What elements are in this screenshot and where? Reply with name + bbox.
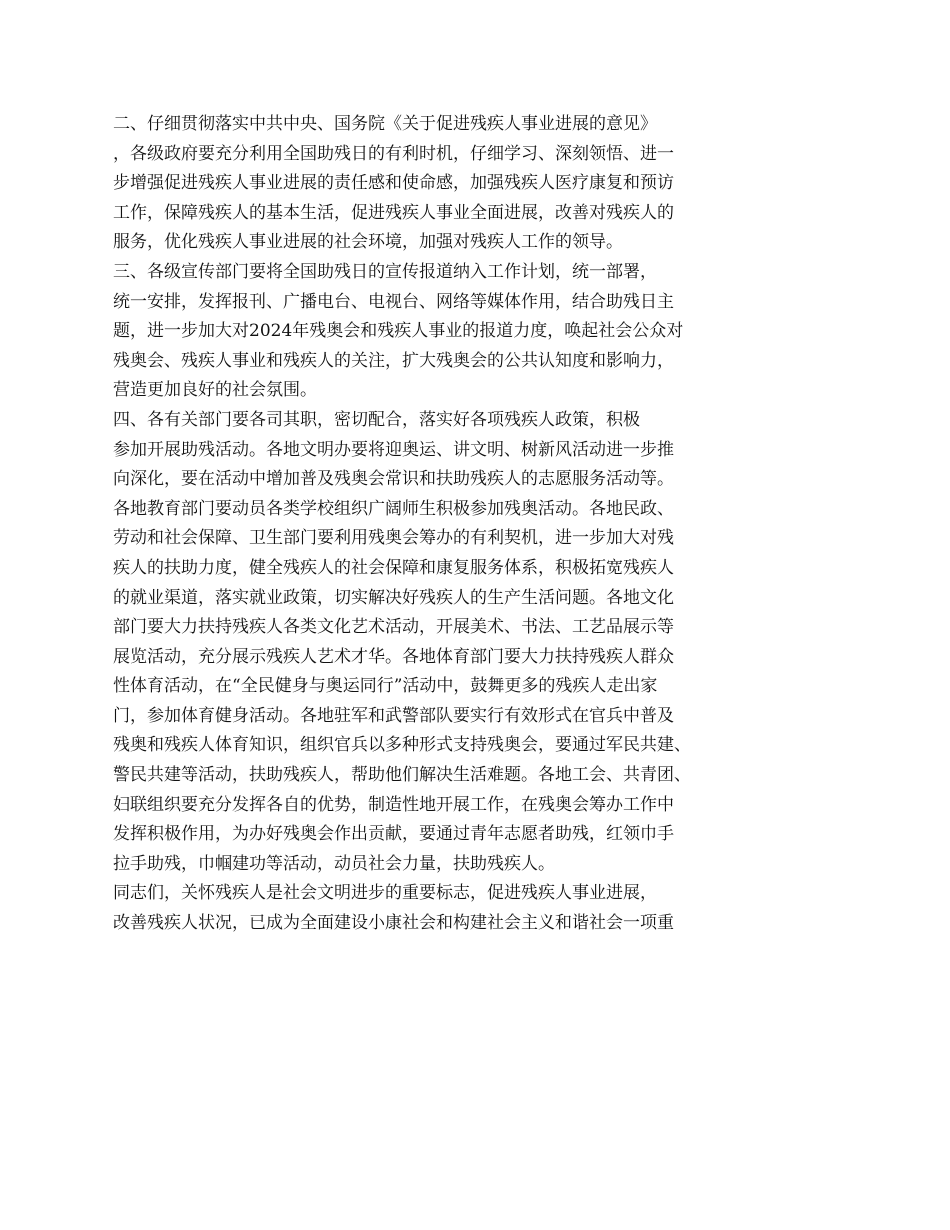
text-line: 拉手助残，巾帼建功等活动，动员社会力量，扶助残疾人。 <box>113 853 555 874</box>
text-line: 的就业渠道，落实就业政策，切实解决好残疾人的生产生活问题。各地文化 <box>113 587 674 608</box>
text-line: 警民共建等活动，扶助残疾人，帮助他们解决生活难题。各地工会、共青团、 <box>113 765 691 786</box>
text-line: 展览活动，充分展示残疾人艺术才华。各地体育部门要大力扶持残疾人群众 <box>113 646 674 667</box>
text-line: 残奥和残疾人体育知识，组织官兵以多种形式支持残奥会，要通过军民共建、 <box>113 735 691 756</box>
text-line: 部门要大力扶持残疾人各类文化艺术活动，开展美术、书法、工艺品展示等 <box>113 617 674 638</box>
text-line: 题，进一步加大对2024年残奥会和残疾人事业的报道力度，唤起社会公众对 <box>113 321 684 342</box>
text-line: 残奥会、残疾人事业和残疾人的关注，扩大残奥会的公共认知度和影响力， <box>113 350 674 371</box>
text-line: ，各级政府要充分利用全国助残日的有利时机，仔细学习、深刻领悟、进一 <box>113 143 674 164</box>
text-line: 营造更加良好的社会氛围。 <box>113 380 317 401</box>
text-line: 步增强促进残疾人事业进展的责任感和使命感，加强残疾人医疗康复和预访 <box>113 173 674 194</box>
text-line: 工作，保障残疾人的基本生活，促进残疾人事业全面进展，改善对残疾人的 <box>113 202 674 223</box>
text-line: 向深化，要在活动中增加普及残奥会常识和扶助残疾人的志愿服务活动等。 <box>113 469 674 490</box>
text-line: 劳动和社会保障、卫生部门要利用残奥会筹办的有利契机，进一步加大对残 <box>113 528 674 549</box>
text-line: 二、仔细贯彻落实中共中央、国务院《关于促进残疾人事业进展的意见》 <box>113 114 657 134</box>
text-line: 各地教育部门要动员各类学校组织广阔师生积极参加残奥活动。各地民政、 <box>113 498 674 519</box>
text-line: 同志们，关怀残疾人是社会文明进步的重要标志，促进残疾人事业进展， <box>113 883 657 904</box>
text-line: 改善残疾人状况，已成为全面建设小康社会和构建社会主义和谐社会一项重 <box>113 913 674 934</box>
text-line: 参加开展助残活动。各地文明办要将迎奥运、讲文明、树新风活动进一步推 <box>113 439 674 460</box>
text-line: 发挥积极作用，为办好残奥会作出贡献，要通过青年志愿者助残，红领巾手 <box>113 824 674 845</box>
text-line: 三、各级宣传部门要将全国助残日的宣传报道纳入工作计划，统一部署， <box>113 261 657 282</box>
document-body <box>113 110 753 939</box>
text-line: 疾人的扶助力度，健全残疾人的社会保障和康复服务体系，积极拓宽残疾人 <box>113 557 674 578</box>
text-line: 性体育活动，在“全民健身与奥运同行”活动中，鼓舞更多的残疾人走出家 <box>113 676 658 697</box>
text-line: 统一安排，发挥报刊、广播电台、电视台、网络等媒体作用，结合助残日主 <box>113 291 674 312</box>
text-line: 门，参加体育健身活动。各地驻军和武警部队要实行有效形式在官兵中普及 <box>113 705 674 726</box>
text-line: 服务，优化残疾人事业进展的社会环境，加强对残疾人工作的领导。 <box>113 232 623 253</box>
text-line: 四、各有关部门要各司其职，密切配合，落实好各项残疾人政策，积极 <box>113 409 640 430</box>
text-line: 妇联组织要充分发挥各自的优势，制造性地开展工作，在残奥会筹办工作中 <box>113 794 674 815</box>
